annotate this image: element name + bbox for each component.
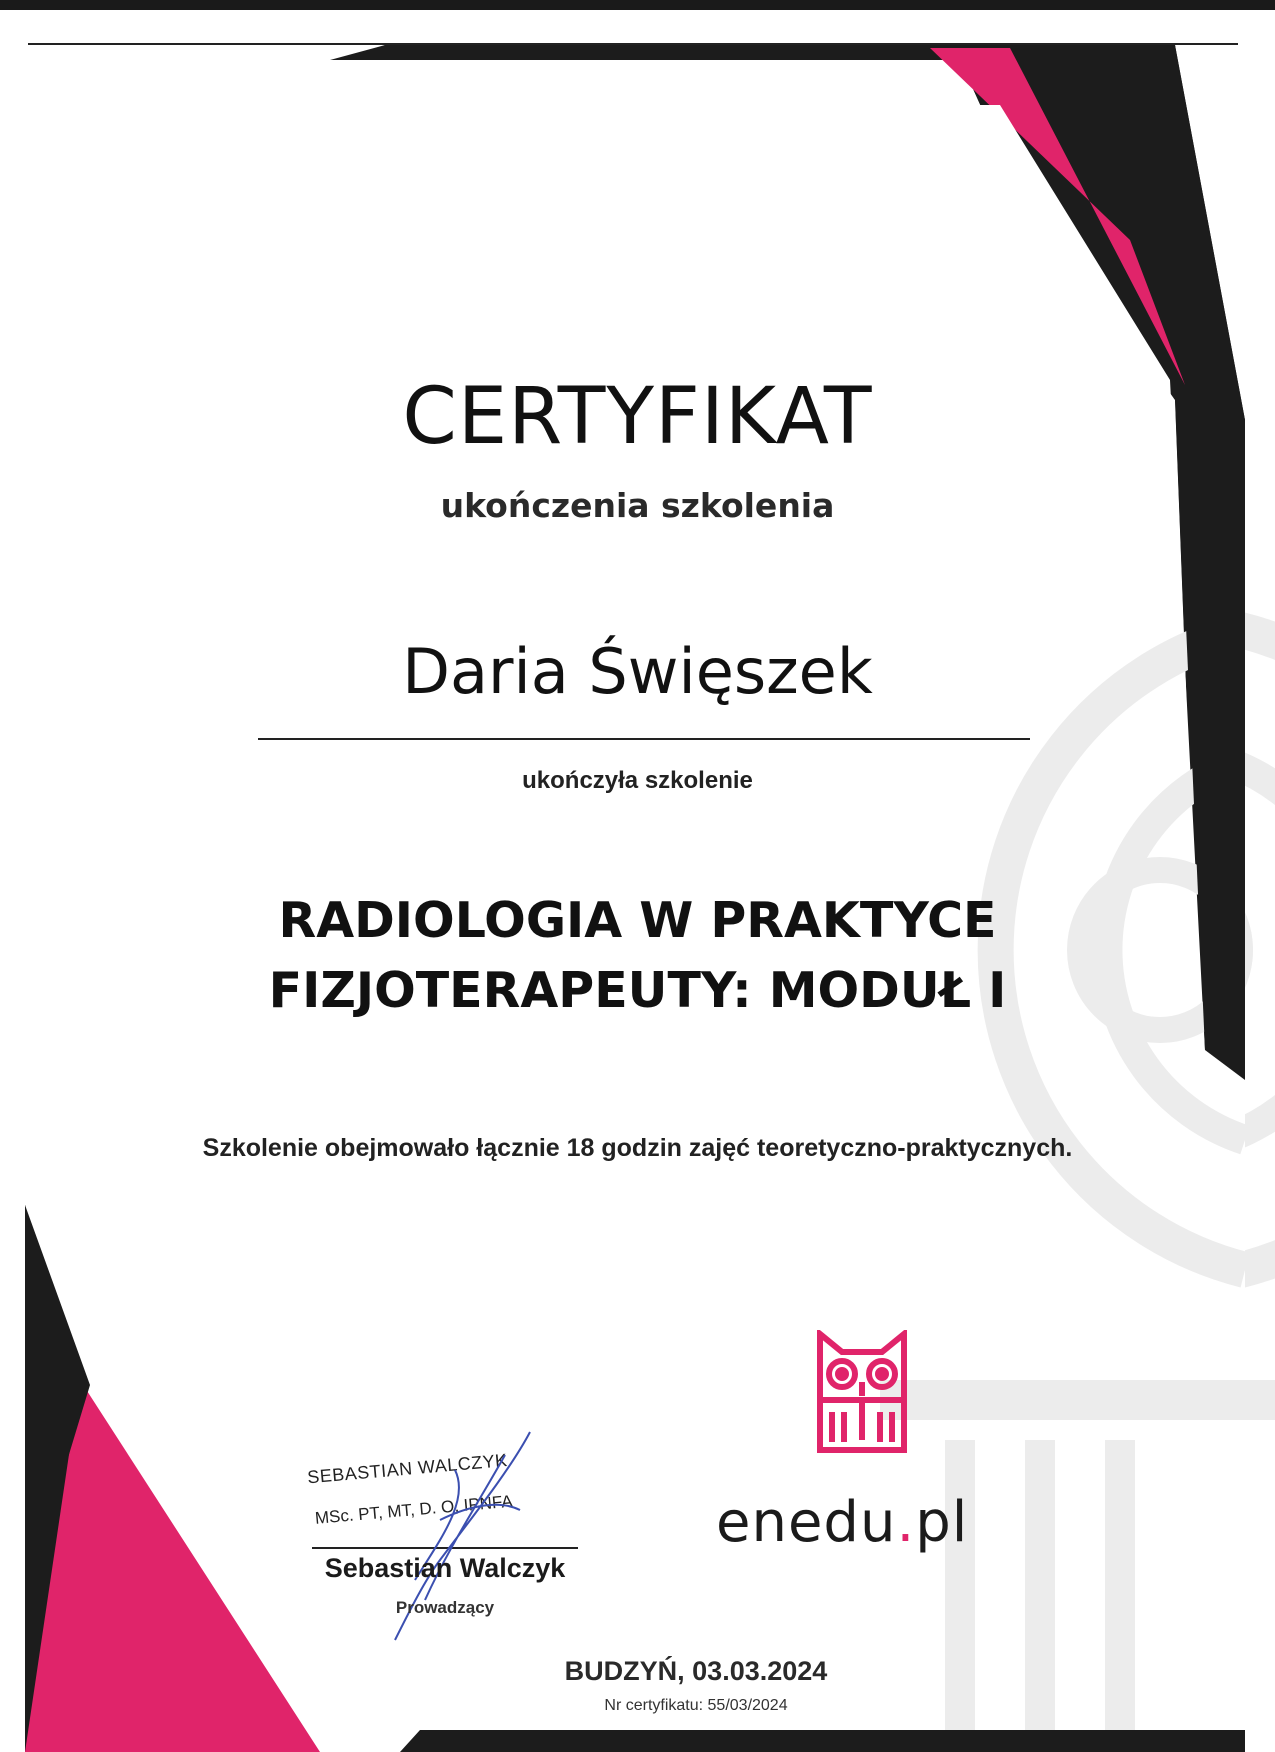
logo-name: enedu: [716, 1490, 897, 1555]
course-description: Szkolenie obejmowało łącznie 18 godzin zajęć teoretyczno-praktycznych.: [202, 1134, 1073, 1162]
certificate-number: Nr certyfikatu: 55/03/2024: [604, 1697, 788, 1714]
certificate-subtitle: ukończenia szkolenia: [440, 486, 835, 525]
signer-role: Prowadzący: [395, 1598, 495, 1617]
logo-tld: pl: [915, 1490, 969, 1555]
course-title-line1: RADIOLOGIA W PRAKTYCE: [278, 892, 997, 949]
owl-logo-icon: [812, 1330, 912, 1470]
course-title-line2: FIZJOTERAPEUTY: MODUŁ I: [268, 962, 1007, 1019]
completed-text: ukończyła szkolenie: [522, 767, 753, 794]
signer-name: Sebastian Walczyk: [324, 1553, 566, 1583]
stamp-credentials: MSc. PT, MT, D. O, IPNFA: [314, 1491, 514, 1528]
certificate-title: CERTYFIKAT: [402, 372, 873, 462]
recipient-name: Daria Święszek: [402, 635, 873, 708]
stamp-name: SEBASTIAN WALCZYK: [306, 1449, 509, 1488]
place-and-date: BUDZYŃ, 03.03.2024: [564, 1656, 828, 1686]
logo-dot: .: [896, 1490, 916, 1555]
enedu-logo-text: [716, 1490, 968, 1555]
